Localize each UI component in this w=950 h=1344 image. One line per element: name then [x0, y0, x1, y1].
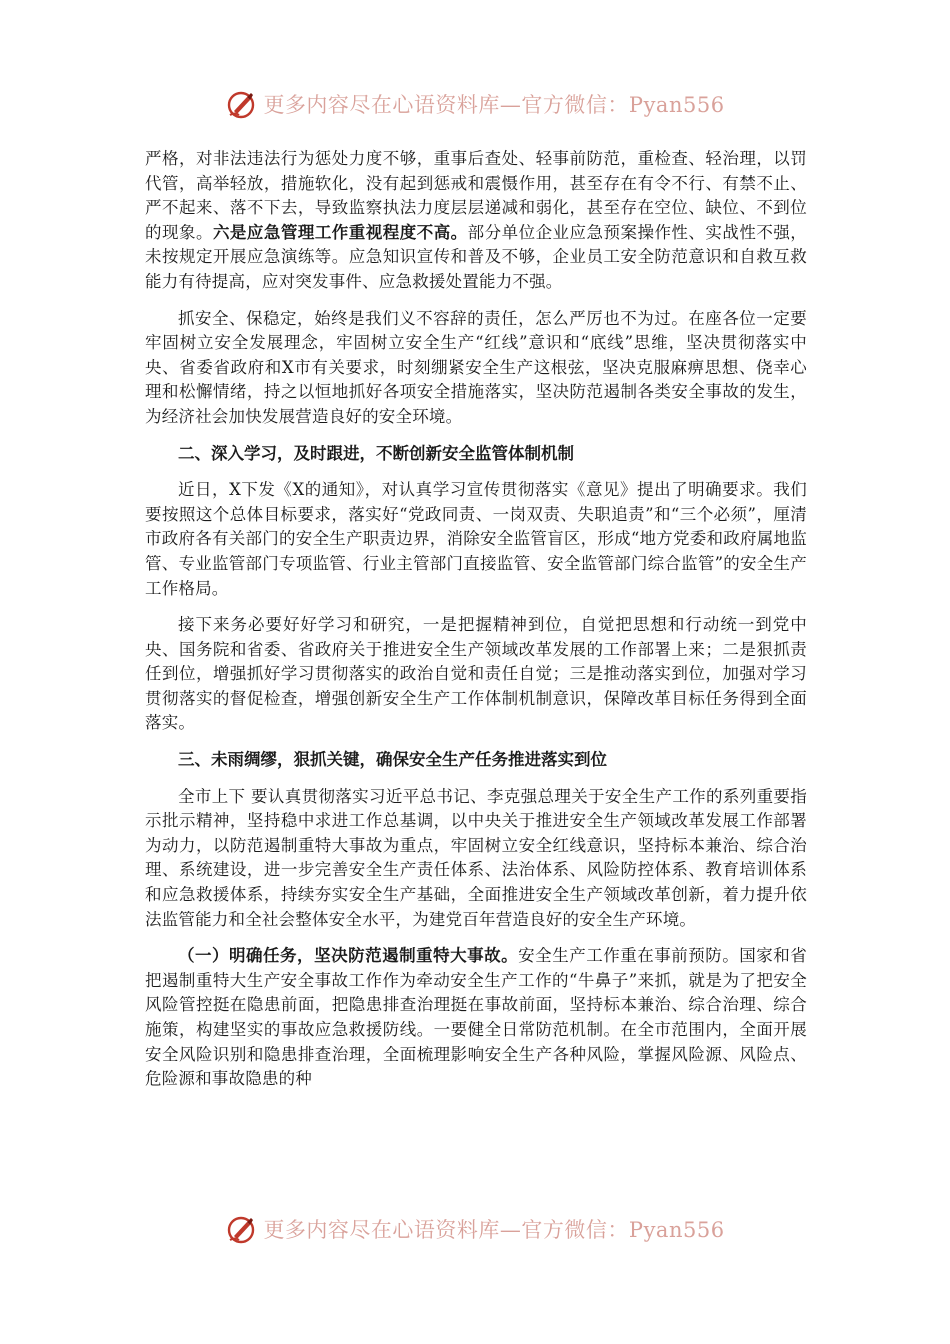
- watermark-text: 更多内容尽在心语资料库—官方微信：Pyan556: [263, 1218, 725, 1242]
- section-heading-2: 二、深入学习，及时跟进，不断创新安全监管体制机制: [178, 443, 574, 463]
- paragraph-6-tail: 安全生产工作重在事前预防。国家和省把遏制重特大生产安全事故工作作为牵动安全生产工作的“牛鼻子”来抓，就是为了把安全风险管控挺在隐患前面，把隐患排查治理挺在事故前面，坚持标本兼治、综合治理、综合施策，构建坚实的事故应急救援防线。一要健全日常防范机制。在全市范围内，全面开展安全风险识别和隐患排查治理，全面梳理影响安全生产各种风险，掌握风险源、风险点、危险源和事故隐患的种: [145, 946, 808, 1089]
- section-heading-3: 三、未雨绸缪，狠抓关键，确保安全生产任务推进落实到位: [178, 750, 607, 770]
- document-body: [145, 147, 807, 1104]
- paragraph-6: [145, 944, 807, 1092]
- paragraph-1-text: 严格，对非法违法行为惩处力度不够，重事后查处、轻事前防范，重检查、轻治理，以罚代管，高举轻放，措施软化，没有起到惩戒和震慑作用，甚至存在有令不行、有禁不止、严不起来、落不下去，导致监察执法力度层层递减和弱化，甚至存在空位、缺位、不到位的现象。: [145, 149, 807, 242]
- watermark-text: 更多内容尽在心语资料库—官方微信：Pyan556: [263, 93, 725, 117]
- pen-logo-icon: [225, 88, 257, 120]
- paragraph-5: 全市上下 要认真贯彻落实习近平总书记、李克强总理关于安全生产工作的系列重要指示批示精神，坚持稳中求进工作总基调，以中央关于推进安全生产领域改革发展工作部署为动力，以防范遏制重特大事故为重点，牢固树立安全红线意识，坚持标本兼治、综合治理、系统建设，进一步完善安全生产责任体系、法治体系、风险防控体系、教育培训体系和应急救援体系，持续夯实安全生产基础，全面推进安全生产领域改革创新，着力提升依法监管能力和全社会整体安全水平，为建党百年营造良好的安全生产环境。: [145, 786, 807, 929]
- paragraph-1-bold: 六是应急管理工作重视程度不高。: [212, 222, 468, 242]
- paragraph-6-bold: （一）明确任务，坚决防范遏制重特大事故。: [178, 946, 519, 966]
- footer-watermark: [0, 1209, 950, 1249]
- paragraph-4: 接下来务必要好好学习和研究，一是把握精神到位，自觉把思想和行动统一到党中央、国务院和省委、省政府关于推进安全生产领域改革发展的工作部署上来；二是狠抓责任到位，增强抓好学习贯彻落实的政治自觉和责任自觉；三是推动落实到位，加强对学习贯彻落实的督促检查，增强创新安全生产工作体制机制意识，保障改革目标任务得到全面落实。: [145, 615, 807, 733]
- paragraph-2: 抓安全、保稳定，始终是我们义不容辞的责任，怎么严厉也不为过。在座各位一定要牢固树立安全发展理念，牢固树立安全生产“红线”意识和“底线”思维，坚决贯彻落实中央、省委省政府和X市有关要求，时刻绷紧安全生产这根弦，坚决克服麻痹思想、侥幸心理和松懈情绪，持之以恒地抓好各项安全措施落实，坚决防范遏制各类安全事故的发生，为经济社会加快发展营造良好的安全环境。: [145, 308, 807, 426]
- paragraph-1-tail: 部分单位企业应急预案操作性、实战性不强，未按规定开展应急演练等。应急知识宣传和普及不够，企业员工安全防范意识和自救互救能力有待提高，应对突发事件、应急救援处置能力不强。: [145, 222, 807, 291]
- pen-logo-icon: [225, 1213, 257, 1245]
- paragraph-1: [145, 147, 807, 295]
- header-watermark: [0, 84, 950, 124]
- paragraph-3: 近日，X下发《X的通知》，对认真学习宣传贯彻落实《意见》提出了明确要求。我们要按照这个总体目标要求，落实好“党政同责、一岗双责、失职追责”和“三个必须”，厘清市政府各有关部门的安全生产职责边界，消除安全监管盲区，形成“地方党委和政府属地监管、专业监管部门专项监管、行业主管部门直接监管、安全监管部门综合监管”的安全生产工作格局。: [145, 480, 807, 598]
